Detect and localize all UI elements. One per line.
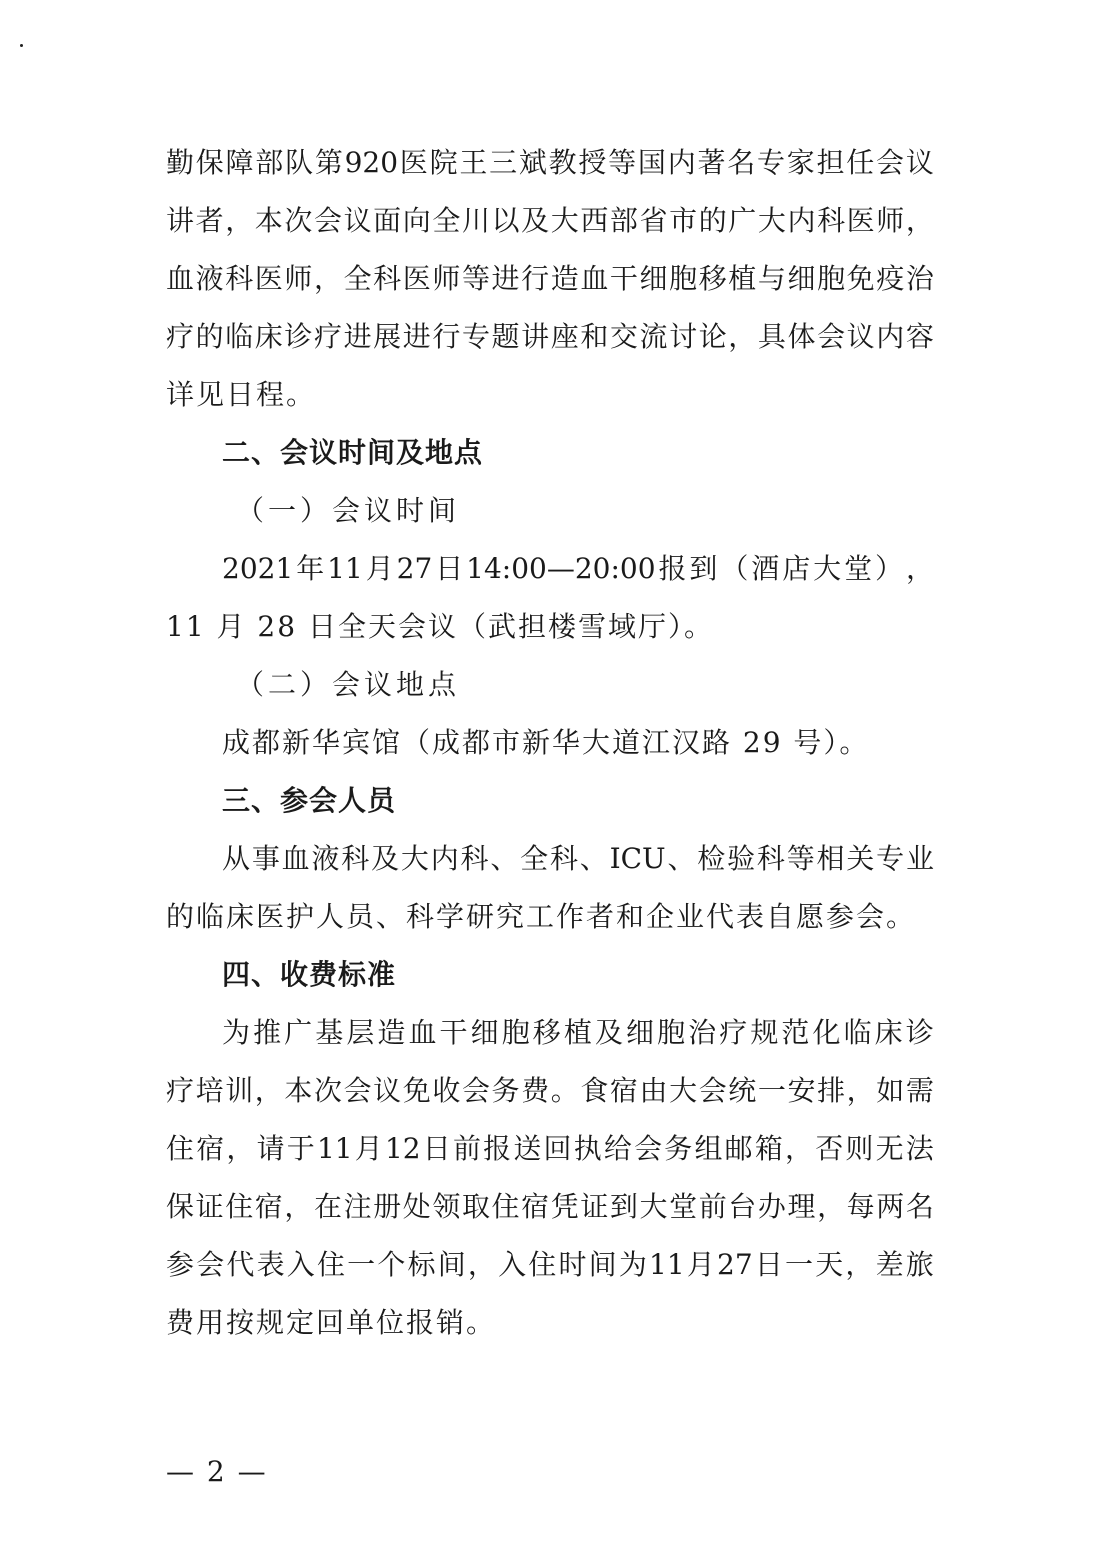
paragraph-line: 2021 年 11 月 27 日 14:00—20:00 报 到 （ 酒 店 大 堂 ） ， xyxy=(222,552,934,585)
paragraph-line: 11 月 28 日全天会议（武担楼雪域厅）。 xyxy=(166,610,714,643)
paragraph-line: 疗 培 训 ， 本 次 会 议 免 收 会 务 费 。 食 宿 由 大 会 统 一 安 排 ， 如 需 xyxy=(166,1074,934,1107)
paragraph-line: 费用按规定回单位报销。 xyxy=(166,1306,497,1339)
paragraph-line: 讲 者 ， 本 次 会 议 面 向 全 川 以 及 大 西 部 省 市 的 广 大 内 科 医 师 ， xyxy=(166,204,934,237)
section-heading: 二、会议时间及地点 xyxy=(222,436,484,469)
paragraph-line: 为 推 广 基 层 造 血 干 细 胞 移 植 及 细 胞 治 疗 规 范 化 临 床 诊 xyxy=(222,1016,934,1049)
subsection-heading: （二）会议地点 xyxy=(236,668,461,701)
paragraph-line: 勤 保 障 部 队 第 920 医 院 王 三 斌 教 授 等 国 内 著 名 专 家 担 任 会 议 xyxy=(166,146,934,179)
paragraph-line: 从 事 血 液 科 及 大 内 科 、 全 科 、 ICU 、 检 验 科 等 相 关 专 业 xyxy=(222,842,934,875)
paragraph-line: 血 液 科 医 师 ， 全 科 医 师 等 进 行 造 血 干 细 胞 移 植 与 细 胞 免 疫 治 xyxy=(166,262,934,295)
page-number: — 2 — xyxy=(166,1455,268,1488)
section-heading: 四、收费标准 xyxy=(222,958,397,991)
paragraph-line: 的临床医护人员、科学研究工作者和企业代表自愿参会。 xyxy=(166,900,917,933)
paragraph-line: 成都新华宾馆（成都市新华大道江汉路 29 号）。 xyxy=(222,726,870,759)
scan-speck xyxy=(20,44,23,47)
paragraph-line: 疗 的 临 床 诊 疗 进 展 进 行 专 题 讲 座 和 交 流 讨 论 ， 具 体 会 议 内 容 xyxy=(166,320,934,353)
section-heading: 三、参会人员 xyxy=(222,784,397,817)
subsection-heading: （一）会议时间 xyxy=(236,494,461,527)
paragraph-line: 参 会 代 表 入 住 一 个 标 间 ， 入 住 时 间 为 11 月 27 日 一 天 ， 差 旅 xyxy=(166,1248,934,1281)
paragraph-line: 住 宿 ， 请 于 11 月 12 日 前 报 送 回 执 给 会 务 组 邮 箱 ， 否 则 无 法 xyxy=(166,1132,934,1165)
paragraph-line: 保 证 住 宿 ， 在 注 册 处 领 取 住 宿 凭 证 到 大 堂 前 台 办 理 ， 每 两 名 xyxy=(166,1190,934,1223)
paragraph-line: 详见日程。 xyxy=(166,378,317,411)
